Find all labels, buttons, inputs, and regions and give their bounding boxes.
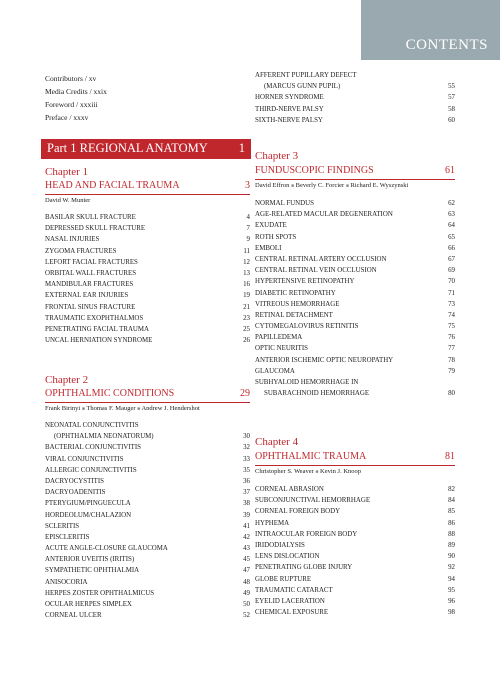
toc-entry-title: CENTRAL RETINAL VEIN OCCLUSION [255,267,377,275]
toc-entry[interactable] [255,388,455,399]
toc-entry-page: 38 [243,500,250,508]
toc-entry[interactable] [45,420,250,431]
toc-entry-title: SUBHYALOID HEMORRHAGE IN [255,379,359,386]
toc-entry-page: 26 [243,337,250,345]
toc-entry-page: 41 [243,522,250,530]
author: Thomas F. Mauger [86,405,136,412]
chapter-authors [45,405,200,412]
toc-entry[interactable] [45,302,250,313]
toc-entry-page: 42 [243,533,250,541]
front-matter-item[interactable]: Preface / xxxv [45,113,89,122]
toc-entry[interactable] [45,313,250,324]
toc-entry[interactable] [255,551,455,562]
toc-entry-title: ACUTE ANGLE-CLOSURE GLAUCOMA [45,545,168,553]
toc-entry[interactable] [255,92,455,103]
toc-entry-page: 23 [243,314,250,322]
toc-entry-page: 62 [448,200,455,207]
toc-entry-title: EYELID LACERATION [255,597,325,605]
toc-entry-page: 19 [243,292,250,300]
toc-entry-title: BASILAR SKULL FRACTURE [45,214,136,221]
toc-entry-title: VIRAL CONJUNCTIVITIS [45,455,124,463]
toc-entry[interactable] [45,279,250,290]
toc-entry[interactable] [45,257,250,268]
toc-entry-page: 65 [448,233,455,241]
toc-entry-title: ANTERIOR UVEITIS (IRITIS) [45,556,135,564]
chapter-entries [45,212,250,346]
toc-entry[interactable] [45,442,250,453]
toc-entry[interactable] [255,220,455,231]
toc-entry-page: 71 [448,289,455,297]
toc-entry[interactable] [45,465,250,476]
toc-entry-title: SYMPATHETIC OPHTHALMIA [45,567,140,575]
toc-entry-title: HORNER SYNDROME [255,94,324,102]
toc-entry-title: ALLERGIC CONJUNCTIVITIS [45,466,137,474]
author-separator: ■ [81,407,85,412]
toc-entry-page: 79 [448,367,455,375]
toc-entry[interactable] [45,223,250,234]
toc-entry-page: 77 [448,345,455,353]
toc-entry-page: 70 [448,278,455,286]
front-matter-item[interactable]: Contributors / xv [45,74,97,83]
chapter-label: Chapter 1 [45,166,89,178]
toc-entry-page: 78 [448,356,455,364]
toc-entry-title: HYPERTENSIVE RETINOPATHY [255,278,355,286]
toc-entry-page: 76 [448,334,455,342]
toc-entry[interactable] [255,104,455,115]
toc-entry-page: 64 [448,222,455,230]
contents-header [361,0,500,60]
toc-entry-page: 7 [246,225,250,233]
toc-entry[interactable] [255,495,455,506]
author-separator: ■ [345,184,349,189]
toc-entry-page: 80 [448,390,455,398]
toc-entry-page: 13 [243,269,250,277]
toc-entry-title: LEFORT FACIAL FRACTURES [45,258,138,266]
toc-entry-page: 74 [448,311,455,319]
toc-entry-page: 57 [448,94,455,102]
toc-entry[interactable] [45,588,250,599]
chapter-page: 29 [240,388,250,399]
toc-entry-page: 45 [243,556,250,564]
toc-entry[interactable] [45,234,250,245]
chapter-page: 81 [445,451,455,462]
toc-entry-title: NEONATAL CONJUNCTIVITIS [45,422,139,429]
toc-entry[interactable] [45,610,250,621]
toc-entry-page: 52 [243,612,250,620]
part-page: 1 [238,141,245,155]
front-matter-item[interactable]: Media Credits / xxix [45,87,107,96]
author: Kevin J. Knoop [320,468,362,475]
toc-entry[interactable] [255,310,455,321]
toc-entry[interactable] [45,498,250,509]
toc-entry[interactable] [255,81,455,92]
toc-entry-page: 82 [448,486,455,493]
toc-entry-page: 25 [243,325,250,333]
toc-entry-title: CENTRAL RETINAL ARTERY OCCLUSION [255,255,387,263]
toc-entry[interactable] [255,276,455,287]
toc-entry[interactable] [45,577,250,588]
toc-entry[interactable] [255,232,455,243]
toc-entry-title: NORMAL FUNDUS [255,200,314,207]
toc-entry-page: 55 [448,83,455,91]
toc-entry[interactable] [45,521,250,532]
toc-entry-title: ANISOCORIA [45,578,88,586]
toc-entry[interactable] [45,268,250,279]
toc-entry-title: THIRD-NERVE PALSY [255,105,324,113]
toc-entry-title: DEPRESSED SKULL FRACTURE [45,225,146,233]
toc-entry-title: EXUDATE [255,222,287,230]
toc-entry[interactable] [255,355,455,366]
toc-entry-page: 94 [448,575,455,583]
chapter-page: 61 [445,165,455,176]
author-separator: ■ [315,470,319,475]
toc-entry-title: PENETRATING GLOBE INJURY [255,564,353,572]
chapter-authors [255,468,361,475]
toc-entry-page: 36 [243,477,250,485]
toc-entry-title: DACRYOCYSTITIS [45,477,104,485]
toc-entry-page: 32 [243,444,250,452]
toc-entry[interactable] [255,332,455,343]
toc-entry[interactable] [255,115,455,126]
toc-entry-title: GLOBE RUPTURE [255,575,312,583]
author: David W. Munter [45,197,91,204]
toc-entry[interactable] [45,212,250,223]
toc-entry[interactable] [255,518,455,529]
toc-entry-title: EMBOLI [255,244,282,252]
chapter-title: OPHTHALMIC TRAUMA [255,451,367,462]
toc-entry-page: 92 [448,564,455,572]
toc-entry-title: ROTH SPOTS [255,233,297,241]
toc-entry[interactable] [45,554,250,565]
toc-entry[interactable] [45,532,250,543]
toc-entry-page: 89 [448,541,455,549]
toc-entry-page: 16 [243,281,250,289]
toc-entry-page: 12 [243,258,250,266]
toc-entry-title: (OPHTHALMIA NEONATORUM) [54,433,154,441]
author: Andrew J. Hendershot [141,405,200,412]
toc-entry-title: AFFERENT PUPILLARY DEFECT [255,72,357,79]
toc-entry-title: CORNEAL FOREIGN BODY [255,508,341,516]
toc-entry-title: SIXTH-NERVE PALSY [255,116,323,124]
toc-entry-title: INTRAOCULAR FOREIGN BODY [255,530,358,538]
toc-entry-page: 50 [243,601,250,608]
toc-entry-page: 43 [243,545,250,553]
chapter-entries [255,484,455,618]
toc-entry[interactable] [255,484,455,495]
toc-entry-title: CYTOMEGALOVIRUS RETINITIS [255,323,359,331]
toc-entry[interactable] [45,324,250,335]
toc-entry[interactable] [45,565,250,576]
chapter-title: HEAD AND FACIAL TRAUMA [45,180,180,191]
toc-entry-title: ORBITAL WALL FRACTURES [45,269,137,277]
author-separator: ■ [137,407,141,412]
toc-entry-page: 67 [448,255,455,263]
toc-entry[interactable] [255,585,455,596]
toc-entry-page: 75 [448,323,455,331]
chapter-title-row[interactable] [45,180,250,195]
toc-entry-page: 98 [448,609,455,617]
toc-entry-title: SUBCONJUNCTIVAL HEMORRHAGE [255,497,371,505]
toc-entry-page: 4 [246,214,250,221]
toc-entry-page: 63 [448,211,455,219]
toc-entry-title: EXTERNAL EAR INJURIES [45,292,129,300]
front-matter-item[interactable]: Foreword / xxxiii [45,100,98,109]
toc-entry[interactable] [255,265,455,276]
toc-entry-title: UNCAL HERNIATION SYNDROME [45,337,153,345]
toc-entry[interactable] [255,299,455,310]
chapter-authors [255,182,408,189]
toc-entry-page: 49 [243,589,250,597]
toc-entry-title: HORDEOLUM/CHALAZION [45,511,132,519]
toc-entry-title: SCLERITIS [45,522,80,530]
toc-entry-page: 69 [448,267,455,275]
toc-entry-title: NASAL INJURIES [45,236,100,244]
toc-entry[interactable] [255,321,455,332]
toc-entry[interactable] [255,209,455,220]
toc-entry-page: 86 [448,519,455,527]
toc-entry-title: OPTIC NEURITIS [255,345,309,353]
toc-entry-title: OCULAR HERPES SIMPLEX [45,601,132,608]
chapter-page: 3 [245,180,250,191]
toc-entry-page: 48 [243,578,250,586]
toc-entry[interactable] [255,529,455,540]
toc-entry-title: VITREOUS HEMORRHAGE [255,300,340,308]
toc-entry-title: IRIDODIALYSIS [255,541,305,549]
toc-entry-page: 37 [243,489,250,497]
toc-entry[interactable] [45,431,250,442]
continued-entries [255,70,455,126]
toc-entry-title: DACRYOADENITIS [45,489,106,497]
contents-title: CONTENTS [405,37,488,53]
toc-entry[interactable] [255,288,455,299]
chapter-title-row[interactable] [255,165,455,180]
toc-entry[interactable] [255,562,455,573]
toc-entry-page: 35 [243,466,250,474]
toc-entry-title: PENETRATING FACIAL TRAUMA [45,325,149,333]
toc-entry-title: HERPES ZOSTER OPHTHALMICUS [45,589,155,597]
chapter-label: Chapter 2 [45,374,89,386]
toc-entry-title: HYPHEMA [255,519,290,527]
toc-entry[interactable] [45,246,250,257]
toc-entry[interactable] [45,290,250,301]
toc-entry-title: MANDIBULAR FRACTURES [45,281,134,289]
author: Richard E. Wyszynski [350,182,409,189]
toc-entry[interactable] [45,335,250,346]
toc-entry-page: 73 [448,300,455,308]
toc-entry-title: ZYGOMA FRACTURES [45,247,117,255]
chapter-label: Chapter 4 [255,436,299,448]
part-title: Part 1 REGIONAL ANATOMY [47,141,208,155]
toc-entry-page: 96 [448,597,455,605]
toc-entry[interactable] [255,254,455,265]
toc-entry-title: GLAUCOMA [255,367,295,375]
toc-entry-page: 39 [243,511,250,519]
toc-entry-title: CHEMICAL EXPOSURE [255,609,329,617]
chapter-title-row[interactable] [45,388,250,403]
toc-entry[interactable] [255,198,455,209]
toc-entry-page: 66 [448,244,455,252]
chapter-entries [45,420,250,621]
author: David Effron [255,182,290,189]
toc-entry[interactable] [255,596,455,607]
toc-entry-page: 11 [243,247,250,255]
toc-entry-page: 58 [448,105,455,113]
toc-entry-page: 60 [448,116,455,124]
toc-entry-page: 33 [243,455,250,463]
toc-entry-title: TRAUMATIC EXOPHTHALMOS [45,314,144,322]
toc-entry-title: LENS DISLOCATION [255,553,320,561]
toc-entry[interactable] [255,243,455,254]
toc-entry[interactable] [255,377,455,388]
toc-entry-page: 90 [448,553,455,561]
toc-entry-title: SUBARACHNOID HEMORRHAGE [264,390,370,398]
toc-entry-title: CORNEAL ABRASION [255,486,324,493]
toc-entry-title: BACTERIAL CONJUNCTIVITIS [45,444,142,452]
author-separator: ■ [290,184,295,189]
toc-entry[interactable] [255,506,455,517]
toc-entry[interactable] [255,70,455,81]
toc-entry[interactable] [45,454,250,465]
toc-entry-title: ANTERIOR ISCHEMIC OPTIC NEUROPATHY [255,356,394,364]
toc-entry[interactable] [255,607,455,618]
toc-entry-page: 9 [246,236,250,244]
author: Frank Birinyi [45,405,81,412]
toc-entry[interactable] [45,543,250,554]
toc-entry-title: TRAUMATIC CATARACT [255,586,333,594]
toc-entry[interactable] [45,599,250,610]
chapter-entries [255,198,455,399]
part-heading[interactable] [41,139,251,159]
toc-entry-title: (MARCUS GUNN PUPIL) [264,83,341,91]
toc-entry[interactable] [255,343,455,354]
toc-entry[interactable] [255,540,455,551]
toc-entry-page: 84 [448,497,455,505]
toc-entry[interactable] [45,487,250,498]
toc-entry-title: EPISCLERITIS [45,533,90,541]
toc-entry-title: AGE-RELATED MACULAR DEGENERATION [255,211,393,219]
toc-entry[interactable] [255,574,455,585]
chapter-label: Chapter 3 [255,150,299,162]
toc-entry-page: 21 [243,303,250,311]
toc-entry-page: 30 [243,433,250,441]
toc-entry-page: 85 [448,508,455,516]
toc-entry-title: DIABETIC RETINOPATHY [255,289,336,297]
chapter-title: FUNDUSCOPIC FINDINGS [255,165,374,176]
toc-entry-title: PTERYGIUM/PINGUECULA [45,500,131,508]
toc-entry-page: 95 [448,586,455,594]
chapter-title-row[interactable] [255,451,455,466]
toc-entry-page: 47 [243,567,250,575]
toc-entry[interactable] [45,476,250,487]
author: Beverly C. Forcier [295,182,345,189]
toc-entry[interactable] [255,366,455,377]
chapter-authors [45,197,90,204]
toc-entry-title: PAPILLEDEMA [255,334,303,342]
toc-entry-title: FRONTAL SINUS FRACTURE [45,303,136,311]
toc-entry-page: 88 [448,530,455,538]
author: Christopher S. Weaver [255,468,314,475]
toc-entry[interactable] [45,510,250,521]
toc-entry-title: RETINAL DETACHMENT [255,311,333,319]
toc-entry-title: CORNEAL ULCER [45,612,102,620]
chapter-title: OPHTHALMIC CONDITIONS [45,388,175,399]
